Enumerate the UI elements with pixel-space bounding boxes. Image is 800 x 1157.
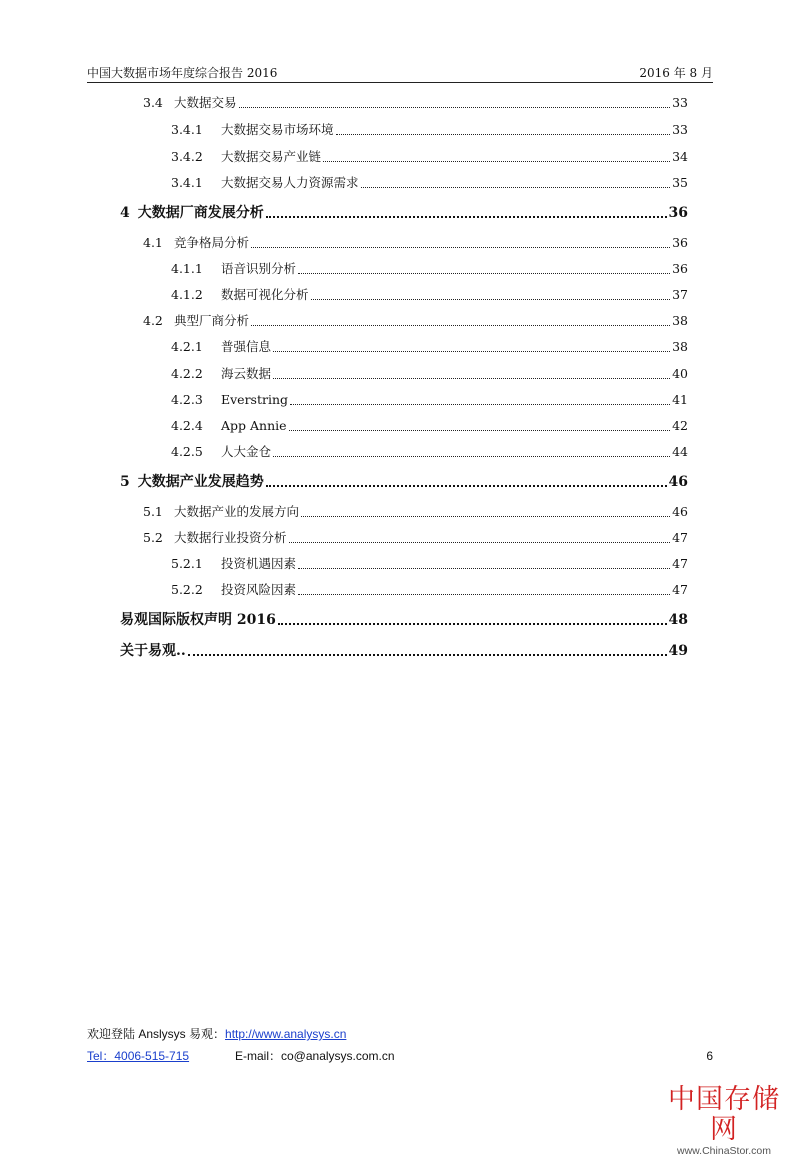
toc-entry-title: 语音识别分析: [221, 261, 297, 276]
toc-entry-page: 47: [672, 582, 688, 597]
toc-entry[interactable]: [143, 311, 688, 331]
toc-entry-title: 大数据交易市场环境: [221, 122, 334, 137]
toc-entry-page: 48: [668, 612, 688, 628]
toc-entry-title: 投资机遇因素: [221, 556, 297, 571]
toc-entry-title: 典型厂商分析: [174, 313, 250, 328]
welcome-text: 欢迎登陆 Anslysys 易观：: [87, 1027, 226, 1041]
toc-entry-number: 4.2.3: [171, 392, 203, 407]
toc-entry-number: 4: [120, 205, 130, 221]
toc-entry-page: 40: [672, 366, 688, 381]
toc-entry-title: 大数据交易人力资源需求: [221, 175, 359, 190]
toc-entry-title: 大数据行业投资分析: [174, 530, 287, 545]
toc-entry[interactable]: [171, 442, 688, 462]
toc-entry[interactable]: [143, 528, 688, 548]
toc-leader-dots: [251, 311, 670, 331]
toc-entry[interactable]: [120, 641, 688, 661]
toc-entry-number: 5.2: [143, 530, 163, 545]
watermark-brand: 中国存储网: [668, 1084, 780, 1145]
toc-leader-dots: [239, 93, 671, 113]
page-footer: [87, 1025, 713, 1066]
toc-leader-dots: [301, 502, 670, 522]
toc-entry-page: 36: [668, 205, 688, 221]
toc-entry-page: 35: [672, 175, 688, 190]
toc-leader-dots: [278, 610, 667, 630]
toc-entry-page: 46: [668, 474, 688, 490]
toc-entry-number: 5.2.2: [171, 582, 203, 597]
toc-leader-dots: [336, 120, 671, 140]
toc-leader-dots: [311, 285, 671, 305]
toc-entry-number: 5: [120, 474, 130, 490]
website-link[interactable]: http://www.analysys.cn: [225, 1027, 347, 1041]
toc-entry-number: 4.1: [143, 235, 163, 250]
toc-entry-number: 4.2.5: [171, 444, 203, 459]
toc-entry[interactable]: [143, 233, 688, 253]
toc-entry-title: App Annie: [221, 418, 287, 433]
toc-entry-title: 关于易观..: [120, 643, 186, 659]
toc-entry-number: 4.2.2: [171, 366, 203, 381]
toc-entry-number: 5.2.1: [171, 556, 203, 571]
toc-entry[interactable]: [171, 390, 688, 410]
toc-entry-number: 3.4.1: [171, 175, 203, 190]
toc-leader-dots: [298, 554, 670, 574]
toc-entry-number: 3.4.1: [171, 122, 203, 137]
toc-entry-title: 大数据产业的发展方向: [174, 504, 300, 519]
toc-entry-title: 大数据交易: [174, 95, 237, 110]
toc-entry-page: 49: [668, 643, 688, 659]
toc-entry-title: 普强信息: [221, 339, 272, 354]
toc-entry-number: 4.1.2: [171, 287, 203, 302]
toc-entry-title: 大数据交易产业链: [221, 149, 322, 164]
toc-entry-page: 47: [672, 530, 688, 545]
toc-entry-page: 47: [672, 556, 688, 571]
toc-entry-title: 投资风险因素: [221, 582, 297, 597]
toc-leader-dots: [188, 641, 667, 661]
toc-leader-dots: [361, 173, 671, 193]
toc-leader-dots: [273, 337, 670, 357]
toc-leader-dots: [273, 364, 670, 384]
toc-entry-page: 44: [672, 444, 688, 459]
toc-entry[interactable]: [143, 502, 688, 522]
toc-entry-title: 大数据产业发展趋势: [137, 474, 264, 490]
toc-entry[interactable]: [171, 554, 688, 574]
toc-entry[interactable]: [171, 147, 688, 167]
toc-entry-number: 4.2.4: [171, 418, 203, 433]
toc-entry[interactable]: [171, 259, 688, 279]
toc-entry-title: 大数据厂商发展分析: [137, 205, 264, 221]
watermark-url: www.ChinaStor.com: [677, 1145, 771, 1157]
toc-entry-page: 36: [672, 261, 688, 276]
toc-entry-number: 5.1: [143, 504, 163, 519]
tel-link[interactable]: Tel：4006-515-715: [87, 1049, 190, 1063]
toc-entry-title: Everstring: [221, 392, 289, 407]
toc-entry-page: 41: [672, 392, 688, 407]
toc-entry-page: 37: [672, 287, 688, 302]
toc-leader-dots: [251, 233, 670, 253]
toc-entry-page: 38: [672, 313, 688, 328]
watermark-logo: [660, 1085, 788, 1157]
toc-entry-page: 33: [672, 95, 688, 110]
toc-entry[interactable]: [171, 120, 688, 140]
toc-entry-page: 34: [672, 149, 688, 164]
toc-entry-title: 易观国际版权声明 2016: [120, 612, 276, 628]
toc-entry[interactable]: [171, 580, 688, 600]
toc-leader-dots: [289, 416, 671, 436]
toc-entry-page: 42: [672, 418, 688, 433]
toc-entry[interactable]: [171, 173, 688, 193]
toc-entry-page: 46: [672, 504, 688, 519]
toc-leader-dots: [323, 147, 670, 167]
toc-entry-title: 人大金仓: [221, 444, 272, 459]
email-text: E-mail：co@analysys.com.cn: [235, 1049, 395, 1063]
report-title: 中国大数据市场年度综合报告 2016: [87, 66, 278, 80]
toc-entry-number: 3.4.2: [171, 149, 203, 164]
toc-entry-number: 4.2.1: [171, 339, 203, 354]
toc-leader-dots: [298, 580, 670, 600]
toc-leader-dots: [298, 259, 670, 279]
toc-entry-title: 海云数据: [221, 366, 272, 381]
toc-leader-dots: [289, 528, 671, 548]
page-number: 6: [706, 1049, 713, 1063]
toc-leader-dots: [266, 203, 667, 223]
toc-entry-number: 4.1.1: [171, 261, 203, 276]
toc-entry[interactable]: [120, 472, 688, 492]
toc-entry[interactable]: [120, 203, 688, 223]
report-date: 2016 年 8 月: [639, 66, 713, 80]
toc-entry-title: 竞争格局分析: [174, 235, 250, 250]
toc-entry-number: 3.4: [143, 95, 163, 110]
toc-entry-page: 33: [672, 122, 688, 137]
toc-entry[interactable]: [171, 364, 688, 384]
toc-leader-dots: [266, 472, 667, 492]
page-header: [87, 64, 713, 83]
toc-entry[interactable]: [171, 416, 688, 436]
toc-entry[interactable]: [171, 285, 688, 305]
toc-entry[interactable]: [120, 610, 688, 630]
toc-entry[interactable]: [143, 93, 688, 113]
toc-entry-title: 数据可视化分析: [221, 287, 309, 302]
toc-leader-dots: [273, 442, 670, 462]
toc-entry-number: 4.2: [143, 313, 163, 328]
toc-entry-page: 36: [672, 235, 688, 250]
toc-entry-page: 38: [672, 339, 688, 354]
toc-entry[interactable]: [171, 337, 688, 357]
toc-leader-dots: [290, 390, 670, 410]
